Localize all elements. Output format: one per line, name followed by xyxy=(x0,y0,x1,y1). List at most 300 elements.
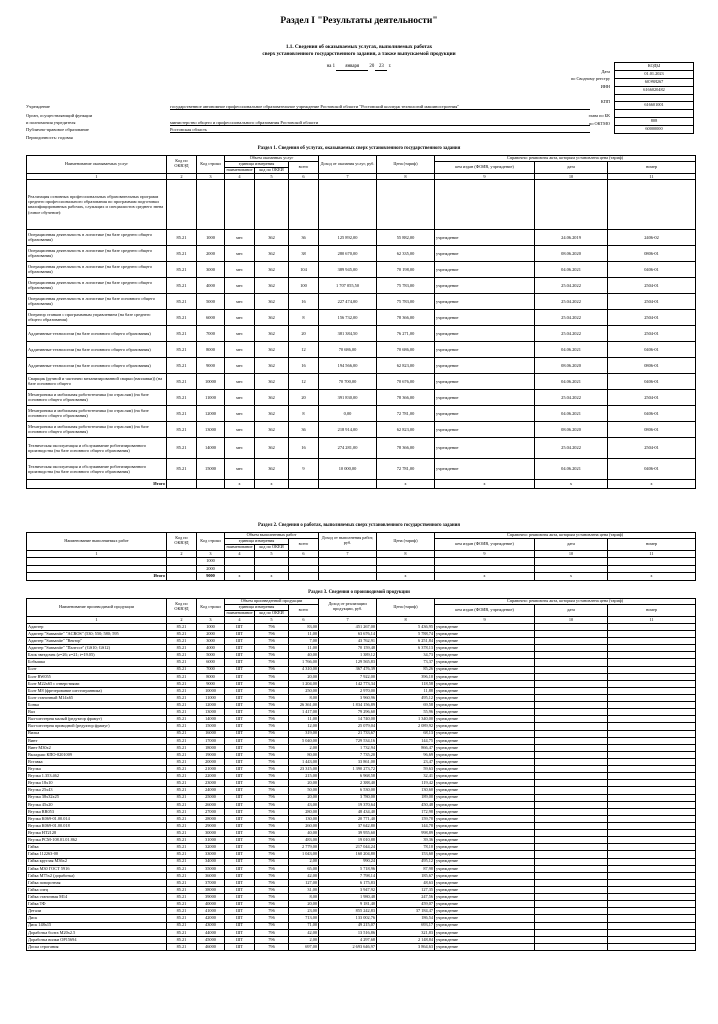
authority-label-1: Орган, осуществляющий функции xyxy=(26,113,93,118)
s3-cell-okved: 85.21 xyxy=(167,709,197,716)
s3-cell-total: 130,00 xyxy=(289,815,319,822)
s3-cell-code: 20000 xyxy=(197,759,225,766)
s3-cell-code: 12000 xyxy=(197,702,225,709)
s1-cell-date: 04.06.2021 xyxy=(535,405,608,421)
s2-total-x: x xyxy=(225,573,255,581)
column-number: 4 xyxy=(225,616,255,623)
s1-total-x: x xyxy=(535,479,608,488)
s3-cell-income: 33 861,00 xyxy=(319,759,377,766)
s3-cell-unit: ШТ xyxy=(225,645,255,652)
s3-cell-price: 68,13 xyxy=(377,730,435,737)
s1-cell-code: 4000 xyxy=(197,277,225,293)
s3-cell-name: Гайка станочная М14 xyxy=(27,894,167,901)
s3-cell-okei: 796 xyxy=(255,872,289,879)
s1-cell-date: 25.04.2022 xyxy=(535,293,608,309)
s3-cell-code: 6000 xyxy=(197,659,225,666)
s3-cell-okei: 796 xyxy=(255,865,289,872)
s3-cell-name: Доработка вилки ОР15694 xyxy=(27,936,167,943)
table-row xyxy=(27,645,696,652)
s3-cell-total: 8,00 xyxy=(289,894,319,901)
s1-cell-code: 1000 xyxy=(197,229,225,245)
column-number: 1 xyxy=(27,550,167,558)
code-label: ИНН xyxy=(600,83,610,89)
s3-cell-income: 160 204,80 xyxy=(319,851,377,858)
subtitle-line-1: 1.1. Сведения об оказываемых услугах, выполняемых работах xyxy=(285,44,433,50)
s3-cell-code: 7000 xyxy=(197,666,225,673)
table-row xyxy=(27,744,696,751)
s3-cell-issuer: учреждение xyxy=(435,794,535,801)
s3-cell-total: 11,00 xyxy=(289,716,319,723)
s1-cell-unit: мес xyxy=(225,277,255,293)
s3-cell-income: 217 044,24 xyxy=(319,844,377,851)
s3-cell-income: 990,24 xyxy=(319,858,377,865)
s3-h-okved: Код по ОКВЭД xyxy=(167,599,197,617)
s3-cell-price: 3 864,63 xyxy=(377,943,435,950)
s2-cell-code: 2000 xyxy=(197,565,225,573)
s1-cell-total: 8 xyxy=(289,309,319,325)
table-row xyxy=(27,858,696,865)
s3-cell-okved: 85.21 xyxy=(167,922,197,929)
s1-cell-code: 2000 xyxy=(197,245,225,261)
s1-cell-issuer: учреждение xyxy=(435,373,535,389)
s3-cell-unit: ШТ xyxy=(225,837,255,844)
s2-h-number: номер xyxy=(608,538,696,550)
s3-cell-price: 32,41 xyxy=(377,773,435,780)
s1-cell-okved: 85.21 xyxy=(167,277,197,293)
s3-cell-issuer: учреждение xyxy=(435,901,535,908)
s3-cell-okved: 85.21 xyxy=(167,901,197,908)
s3-cell-unit: ШТ xyxy=(225,929,255,936)
s3-cell-issuer: учреждение xyxy=(435,687,535,694)
s3-cell-price: 59,63 xyxy=(377,766,435,773)
s3-cell-okved: 85.21 xyxy=(167,858,197,865)
table-row xyxy=(27,458,696,479)
table-row xyxy=(27,716,696,723)
s3-cell-unit: ШТ xyxy=(225,901,255,908)
column-number: 9 xyxy=(435,173,535,179)
s1-cell-name: Техническая эксплуатация и обслуживание роботизированного производства (на базе основного общего образования) xyxy=(27,437,167,458)
s3-cell-total: 20,00 xyxy=(289,780,319,787)
s3-cell-unit: ШТ xyxy=(225,943,255,950)
s3-cell-okved: 85.21 xyxy=(167,623,197,630)
s1-cell-name: Аддитивные технологии (на базе основного общего образования) xyxy=(27,341,167,357)
s3-cell-total: 80,00 xyxy=(289,751,319,758)
table-row xyxy=(27,886,696,893)
s3-cell-price: 6 251,84 xyxy=(377,638,435,645)
s3-cell-name: Вал-шестерня малый (редуктор фрамуг) xyxy=(27,716,167,723)
s3-cell-name: Гайка спец xyxy=(27,886,167,893)
s3-cell-unit: ШТ xyxy=(225,673,255,680)
s3-cell-issuer: учреждение xyxy=(435,652,535,659)
s3-cell-unit: ШТ xyxy=(225,879,255,886)
s3-cell-income: 1 980,48 xyxy=(319,894,377,901)
s3-cell-unit: ШТ xyxy=(225,915,255,922)
s3-cell-unit: ШТ xyxy=(225,858,255,865)
s3-cell-okved: 85.21 xyxy=(167,830,197,837)
s3-cell-code: 44000 xyxy=(197,929,225,936)
s3-cell-okei: 796 xyxy=(255,837,289,844)
s3-cell-issuer: учреждение xyxy=(435,773,535,780)
s3-cell-code: 34000 xyxy=(197,858,225,865)
s3-cell-okei: 796 xyxy=(255,709,289,716)
s3-cell-price: 495,12 xyxy=(377,858,435,865)
s1-cell-price: 70 686,00 xyxy=(377,341,435,357)
s3-cell-okved: 85.21 xyxy=(167,666,197,673)
s3-cell-name: Адаптер "Sunsanite" "ACROS" (530; 550; 580; 595 xyxy=(27,631,167,638)
s3-cell-issuer: учреждение xyxy=(435,645,535,652)
s1-cell-okei: 362 xyxy=(255,341,289,357)
code-value: 60000000 xyxy=(615,126,694,134)
s3-h-unit-okei: код по ОКЕИ xyxy=(255,610,289,616)
s1-h-price: Цена (тариф) xyxy=(377,156,435,174)
s3-cell-income: 3 780,00 xyxy=(319,794,377,801)
s1-cell-issuer: учреждение xyxy=(435,389,535,405)
s2-total-x: x xyxy=(535,573,608,581)
s3-h-code: Код строки xyxy=(197,599,225,617)
s3-cell-income: 7 735,20 xyxy=(319,751,377,758)
s3-cell-code: 13000 xyxy=(197,709,225,716)
s3-cell-okved: 85.21 xyxy=(167,780,197,787)
table-row xyxy=(27,929,696,936)
s3-cell-total: 280,00 xyxy=(289,808,319,815)
s3-cell-income: 6 530,00 xyxy=(319,787,377,794)
s1-cell-okved: 85.21 xyxy=(167,357,197,373)
code-label: по ОКТМО xyxy=(589,120,610,126)
s3-cell-unit: ШТ xyxy=(225,766,255,773)
institution-value: государственное автономное профессиональное образовательное учреждение Ростовской области "Ростовский колледж технологий машиностроения" xyxy=(170,104,590,110)
code-value: 616601001 xyxy=(615,102,694,110)
s1-cell-unit: мес xyxy=(225,229,255,245)
table-row xyxy=(27,652,696,659)
column-number: 6 xyxy=(289,616,319,623)
s3-cell-price: 172,98 xyxy=(377,808,435,815)
column-number: 6 xyxy=(289,550,319,558)
s3-cell-okved: 85.21 xyxy=(167,822,197,829)
s3-cell-unit: ШТ xyxy=(225,623,255,630)
s3-cell-okei: 796 xyxy=(255,886,289,893)
s3-cell-price: 37 184,47 xyxy=(377,908,435,915)
s1-cell-price: 62 823,00 xyxy=(377,421,435,437)
codes-row xyxy=(615,78,694,86)
s1-cell-code: 7000 xyxy=(197,325,225,341)
s3-cell-code: 27000 xyxy=(197,808,225,815)
table-row xyxy=(27,837,696,844)
code-value: 60Э9Я267 xyxy=(615,78,694,86)
s3-cell-code: 24000 xyxy=(197,787,225,794)
s3-cell-issuer: учреждение xyxy=(435,844,535,851)
s3-cell-price: 495,12 xyxy=(377,695,435,702)
s3-cell-price: 1 340,00 xyxy=(377,716,435,723)
s3-cell-okved: 85.21 xyxy=(167,751,197,758)
s3-cell-code: 15000 xyxy=(197,723,225,730)
s3-h-number: номер xyxy=(608,604,696,616)
s1-cell-unit: мес xyxy=(225,373,255,389)
column-number: 4 xyxy=(225,173,255,179)
s3-cell-issuer: учреждение xyxy=(435,858,535,865)
s3-cell-unit: ШТ xyxy=(225,631,255,638)
s1-cell-income: 280 670,00 xyxy=(319,245,377,261)
s3-cell-price: 159,78 xyxy=(377,815,435,822)
table-row xyxy=(27,901,696,908)
s3-cell-okved: 85.21 xyxy=(167,936,197,943)
s3-cell-income: 142 773,34 xyxy=(319,680,377,687)
s3-cell-income: 2 693 646,97 xyxy=(319,943,377,950)
s3-cell-total: 2,00 xyxy=(289,744,319,751)
s3-cell-name: Гайка xyxy=(27,844,167,851)
s3-cell-price: 185,67 xyxy=(377,872,435,879)
s3-cell-okei: 796 xyxy=(255,737,289,744)
s1-h-total: всего xyxy=(289,161,319,173)
table-row xyxy=(27,908,696,915)
s1-cell-total: 36 xyxy=(289,229,319,245)
s3-cell-name: Доска строгания xyxy=(27,943,167,950)
s1-cell-number: 0806-01 xyxy=(608,357,696,373)
table-row xyxy=(27,851,696,858)
table-row xyxy=(27,673,696,680)
s3-cell-okved: 85.21 xyxy=(167,929,197,936)
s1-cell-okved: 85.21 xyxy=(167,421,197,437)
s3-cell-income: 451 267,00 xyxy=(319,623,377,630)
s3-cell-okei: 796 xyxy=(255,638,289,645)
s3-cell-income: 13 516,86 xyxy=(319,929,377,936)
s3-cell-issuer: учреждение xyxy=(435,808,535,815)
s3-cell-name: Адаптер "Sunsanite" "Вектор" xyxy=(27,638,167,645)
s1-cell-issuer: учреждение xyxy=(435,325,535,341)
s3-cell-issuer: учреждение xyxy=(435,922,535,929)
column-number: 7 xyxy=(319,550,377,558)
s2-total-label: Итого xyxy=(27,573,167,581)
s1-cell-issuer: учреждение xyxy=(435,229,535,245)
s3-cell-price: 85,26 xyxy=(377,666,435,673)
s3-cell-code: 29000 xyxy=(197,822,225,829)
s3-cell-name: Адаптер xyxy=(27,623,167,630)
codes-row xyxy=(615,102,694,110)
s1-cell-number: 2504-01 xyxy=(608,277,696,293)
s3-cell-okved: 85.21 xyxy=(167,794,197,801)
s3-cell-code: 5000 xyxy=(197,652,225,659)
s1-cell-date: 25.04.2022 xyxy=(535,325,608,341)
s3-cell-price: 118,58 xyxy=(377,680,435,687)
s3-cell-name: Втулка 45х20 xyxy=(27,801,167,808)
table-row xyxy=(27,879,696,886)
table-row xyxy=(27,730,696,737)
table-row xyxy=(27,229,696,245)
s1-cell-price: 78 366,00 xyxy=(377,309,435,325)
s2-h-ref: Справочно: реквизиты акта, которым установлена цена (тариф) xyxy=(435,533,696,539)
s3-cell-issuer: учреждение xyxy=(435,851,535,858)
s3-h-issuer: кем издан (ФОИВ, учреждение) xyxy=(435,604,535,616)
s3-cell-code: 43000 xyxy=(197,922,225,929)
code-value xyxy=(615,110,694,118)
s3-cell-unit: ШТ xyxy=(225,702,255,709)
s3-cell-code: 11000 xyxy=(197,695,225,702)
s1-total-label: Итого xyxy=(27,479,167,488)
table-row xyxy=(27,737,696,744)
s1-cell-price: 70 198,00 xyxy=(377,261,435,277)
s3-cell-code: 21000 xyxy=(197,766,225,773)
s3-cell-unit: ШТ xyxy=(225,815,255,822)
s3-cell-income: 79 296,60 xyxy=(319,709,377,716)
s2-total-x: x xyxy=(608,573,696,581)
s1-cell-issuer: учреждение xyxy=(435,277,535,293)
table-row xyxy=(27,922,696,929)
table-row xyxy=(27,865,696,872)
s1-cell-unit: мес xyxy=(225,261,255,277)
s3-cell-issuer: учреждение xyxy=(435,936,535,943)
s1-cell-number: 0806-01 xyxy=(608,245,696,261)
s3-cell-total: 2 779,00 xyxy=(289,844,319,851)
s1-cell-name: Мехатроника и мобильная робототехника (по отраслям) (на базе основного общего образования) xyxy=(27,405,167,421)
date-prefix: на 1 xyxy=(326,64,336,69)
column-number: 10 xyxy=(535,173,608,179)
s3-cell-price: 78,10 xyxy=(377,844,435,851)
s3-cell-unit: ШТ xyxy=(225,894,255,901)
column-number: 9 xyxy=(435,550,535,558)
date-suffix: г. xyxy=(388,64,392,69)
s3-cell-okei: 796 xyxy=(255,652,289,659)
s1-cell-income: 125 892,00 xyxy=(319,229,377,245)
s2-h-total: всего xyxy=(289,538,319,550)
s1-cell-number: 2504-01 xyxy=(608,389,696,405)
date-year: 23 xyxy=(375,64,387,71)
s3-cell-okved: 85.21 xyxy=(167,716,197,723)
s1-cell-price: 76 271,00 xyxy=(377,325,435,341)
s3-cell-name: Втулка 25х43 xyxy=(27,787,167,794)
s3-cell-income: 729 534,16 xyxy=(319,737,377,744)
section2-title: Раздел 2. Сведения о работах, выполняемых сверх установленного государственного задания xyxy=(257,523,461,528)
s3-cell-issuer: учреждение xyxy=(435,666,535,673)
s3-cell-issuer: учреждение xyxy=(435,894,535,901)
s1-cell-income: 156 732,00 xyxy=(319,309,377,325)
subtitle xyxy=(0,44,718,58)
s1-h-name: Наименование оказываемых услуг xyxy=(27,156,167,174)
s1-cell-issuer: учреждение xyxy=(435,458,535,479)
s3-cell-okved: 85.21 xyxy=(167,631,197,638)
codes-row xyxy=(615,126,694,134)
s3-cell-income: 1 389,12 xyxy=(319,652,377,659)
s1-cell-issuer: учреждение xyxy=(435,341,535,357)
s1-cell-price: 78 366,00 xyxy=(377,389,435,405)
s3-cell-issuer: учреждение xyxy=(435,723,535,730)
s1-cell-number: 0406-01 xyxy=(608,458,696,479)
s3-cell-okei: 796 xyxy=(255,673,289,680)
s3-cell-issuer: учреждение xyxy=(435,631,535,638)
s3-cell-name: Диск 148х15 xyxy=(27,922,167,929)
s3-cell-price: 34,73 xyxy=(377,652,435,659)
s3-h-unit: единица измерения xyxy=(225,604,289,610)
page-title: Раздел I "Результаты деятельности" xyxy=(280,16,438,26)
s3-cell-unit: ШТ xyxy=(225,737,255,744)
s1-cell-unit: мес xyxy=(225,309,255,325)
s1-cell-name: Аддитивные технологии (на базе основного общего образования) xyxy=(27,357,167,373)
s3-cell-name: Втулка 18х10 xyxy=(27,780,167,787)
s3-cell-name: Болт М22х65 с отверстиями xyxy=(27,680,167,687)
s3-cell-okved: 85.21 xyxy=(167,687,197,694)
s1-cell-unit: мес xyxy=(225,437,255,458)
s3-cell-price: 396,10 xyxy=(377,673,435,680)
s3-cell-code: 28000 xyxy=(197,815,225,822)
s3-cell-okved: 85.21 xyxy=(167,680,197,687)
codes-row xyxy=(615,86,694,94)
s3-cell-income: 129 565,83 xyxy=(319,659,377,666)
s3-cell-total: 4 310,00 xyxy=(289,666,319,673)
s1-cell-total: 100 xyxy=(289,277,319,293)
s3-cell-okei: 796 xyxy=(255,631,289,638)
codes-row xyxy=(615,110,694,118)
s1-cell-unit: мес xyxy=(225,341,255,357)
s2-h-volume: Объем выполненных работ xyxy=(225,533,319,539)
s3-cell-name: Гайка М75х2 (доработка) xyxy=(27,872,167,879)
s3-cell-total: 697,00 xyxy=(289,943,319,950)
s3-cell-okei: 796 xyxy=(255,822,289,829)
s1-cell-code: 11000 xyxy=(197,389,225,405)
s1-total-x: x xyxy=(435,479,535,488)
s3-cell-total: 65,00 xyxy=(289,865,319,872)
s3-cell-total: 83,00 xyxy=(289,623,319,630)
s2-h-okved: Код по ОКВЭД xyxy=(167,533,197,551)
codes-header: КОДЫ xyxy=(615,63,694,71)
s3-cell-price: 144,78 xyxy=(377,822,435,829)
table-row xyxy=(27,421,696,437)
table-row xyxy=(27,638,696,645)
s3-cell-income: 4 297,68 xyxy=(319,936,377,943)
s3-cell-total: 1 417,00 xyxy=(289,709,319,716)
s3-cell-name: Болт xyxy=(27,666,167,673)
institution-label: Учреждение xyxy=(26,104,50,109)
s1-h-code: Код строки xyxy=(197,156,225,174)
s3-cell-name: Втулка PCM-108.01.01.862 xyxy=(27,837,167,844)
s3-cell-name: Винт xyxy=(27,737,167,744)
s2-h-name: Наименование выполняемых работ xyxy=(27,533,167,551)
s3-cell-price: 459,07 xyxy=(377,901,435,908)
column-number: 2 xyxy=(167,173,197,179)
s1-cell-number: 2504-01 xyxy=(608,293,696,309)
s1-cell-total: 36 xyxy=(289,421,319,437)
s1-cell-total: 16 xyxy=(289,357,319,373)
s1-cell-income: 381 384,50 xyxy=(319,325,377,341)
s3-cell-income: 19 370,64 xyxy=(319,801,377,808)
table-row xyxy=(27,261,696,277)
s3-h-income: Доход от реализации продукции, руб. xyxy=(319,599,377,617)
s3-cell-issuer: учреждение xyxy=(435,879,535,886)
s1-cell-name: Мехатроника и мобильная робототехника (по отраслям) (на базе основного общего образования) xyxy=(27,421,167,437)
s3-cell-name: Гайка круглая М36х2 xyxy=(27,858,167,865)
s3-cell-okei: 796 xyxy=(255,844,289,851)
table-row xyxy=(27,936,696,943)
s3-cell-name: Бонка xyxy=(27,702,167,709)
s3-cell-total: 1 766,00 xyxy=(289,659,319,666)
s3-cell-price: 2 148,84 xyxy=(377,936,435,943)
s3-cell-okved: 85.21 xyxy=(167,908,197,915)
s3-cell-okved: 85.21 xyxy=(167,915,197,922)
s1-cell-okved: 85.21 xyxy=(167,229,197,245)
s3-cell-price: 693,17 xyxy=(377,922,435,929)
s3-cell-okei: 796 xyxy=(255,858,289,865)
s1-h-issuer: кем издан (ФОИВ, учреждение) xyxy=(435,161,535,173)
s3-cell-income: 20 771,40 xyxy=(319,815,377,822)
s1-cell-income: 1 707 055,50 xyxy=(319,277,377,293)
column-number: 11 xyxy=(608,173,696,179)
s3-cell-issuer: учреждение xyxy=(435,872,535,879)
s3-cell-issuer: учреждение xyxy=(435,830,535,837)
s3-cell-issuer: учреждение xyxy=(435,908,535,915)
s1-cell-number: 0406-01 xyxy=(608,341,696,357)
s3-cell-code: 16000 xyxy=(197,730,225,737)
s1-cell-price: 62 823,00 xyxy=(377,357,435,373)
table-row xyxy=(27,830,696,837)
s1-cell-date: 25.04.2022 xyxy=(535,437,608,458)
s3-cell-price: 23,47 xyxy=(377,759,435,766)
